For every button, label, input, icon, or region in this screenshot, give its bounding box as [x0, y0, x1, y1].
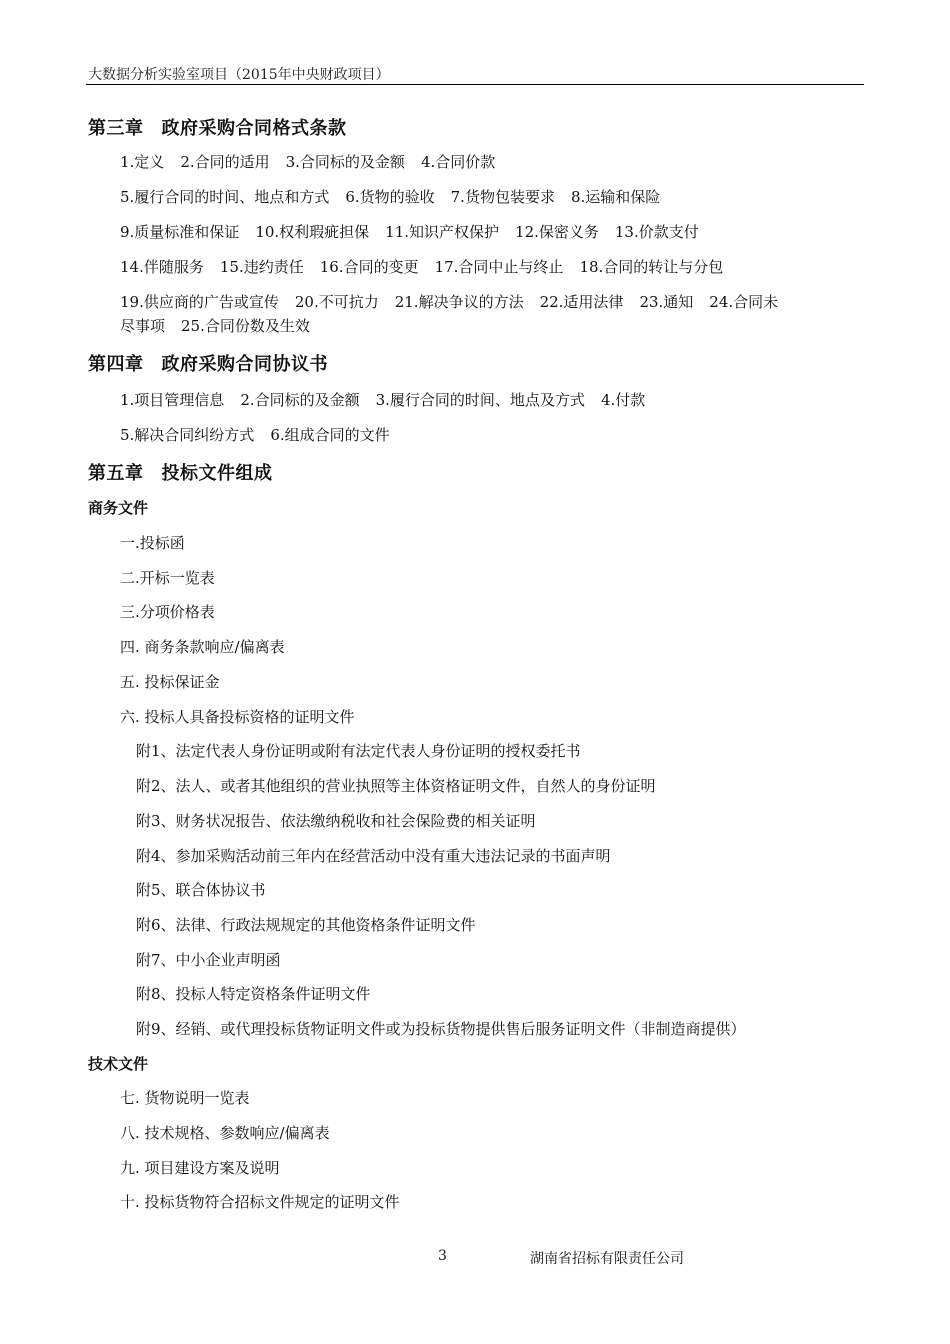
clause-row	[120, 151, 495, 172]
business-item: 二.开标一览表	[120, 569, 215, 587]
clause-item: 尽事项	[120, 317, 166, 335]
running-header: 大数据分析实验室项目（2015年中央财政项目）	[88, 67, 390, 83]
clause-item: 21.解决争议的方法	[394, 293, 524, 311]
clause-row	[120, 389, 645, 410]
clause-item: 8.运输和保险	[570, 188, 661, 206]
footer-organization: 湖南省招标有限责任公司	[530, 1251, 684, 1267]
chapter-4-heading	[88, 350, 328, 376]
clause-item: 13.价款支付	[614, 223, 699, 241]
business-item: 一.投标函	[120, 534, 185, 552]
business-item: 三.分项价格表	[120, 603, 215, 621]
technical-item: 八. 技术规格、参数响应/偏离表	[120, 1124, 330, 1142]
clause-item: 19.供应商的广告或宣传	[120, 293, 279, 311]
technical-item: 七. 货物说明一览表	[120, 1089, 250, 1107]
clause-item: 25.合同份数及生效	[181, 317, 310, 335]
clause-item: 18.合同的转让与分包	[579, 258, 724, 276]
clause-item: 3.履行合同的时间、地点及方式	[375, 391, 585, 409]
clause-item: 1.项目管理信息	[120, 391, 225, 409]
clause-item: 20.不可抗力	[294, 293, 379, 311]
clause-row	[120, 315, 310, 336]
attachment-item: 附5、联合体协议书	[136, 881, 266, 899]
clause-item: 2.合同标的及金额	[240, 391, 360, 409]
technical-item: 十. 投标货物符合招标文件规定的证明文件	[120, 1193, 400, 1211]
clause-row	[120, 256, 723, 277]
chapter-number: 第三章	[88, 118, 144, 139]
clause-item: 23.通知	[639, 293, 694, 311]
clause-item: 7.货物包装要求	[450, 188, 555, 206]
attachment-item: 附1、法定代表人身份证明或附有法定代表人身份证明的授权委托书	[136, 742, 581, 760]
clause-item: 4.付款	[600, 391, 646, 409]
clause-item: 10.权利瑕疵担保	[255, 223, 370, 241]
chapter-title: 投标文件组成	[161, 463, 273, 484]
technical-docs-heading: 技术文件	[88, 1055, 149, 1073]
clause-row	[120, 186, 660, 207]
attachment-item: 附2、法人、或者其他组织的营业执照等主体资格证明文件，自然人的身份证明	[136, 777, 656, 795]
chapter-3-heading	[88, 114, 347, 140]
header-divider	[86, 84, 864, 85]
technical-item: 九. 项目建设方案及说明	[120, 1159, 280, 1177]
clause-item: 5.解决合同纠纷方式	[120, 426, 255, 444]
clause-item: 22.适用法律	[539, 293, 624, 311]
clause-item: 6.货物的验收	[345, 188, 435, 206]
attachment-item: 附7、中小企业声明函	[136, 951, 281, 969]
attachment-item: 附9、经销、或代理投标货物证明文件或为投标货物提供售后服务证明文件（非制造商提供）	[136, 1020, 746, 1038]
chapter-title: 政府采购合同协议书	[161, 354, 328, 375]
clause-item: 16.合同的变更	[319, 258, 419, 276]
clause-row	[120, 424, 390, 445]
chapter-5-heading	[88, 459, 273, 485]
clause-item: 5.履行合同的时间、地点和方式	[120, 188, 330, 206]
clause-item: 1.定义	[120, 153, 165, 171]
clause-item: 24.合同未	[709, 293, 779, 311]
clause-row	[120, 221, 699, 242]
chapter-number: 第四章	[88, 354, 144, 375]
clause-item: 11.知识产权保护	[385, 223, 500, 241]
clause-item: 9.质量标准和保证	[120, 223, 240, 241]
clause-item: 6.组成合同的文件	[270, 426, 390, 444]
clause-row	[120, 291, 778, 312]
clause-item: 17.合同中止与终止	[434, 258, 564, 276]
clause-item: 14.伴随服务	[120, 258, 204, 276]
attachment-item: 附4、参加采购活动前三年内在经营活动中没有重大违法记录的书面声明	[136, 847, 611, 865]
attachment-item: 附8、投标人特定资格条件证明文件	[136, 985, 371, 1003]
chapter-title: 政府采购合同格式条款	[161, 118, 347, 139]
clause-item: 2.合同的适用	[180, 153, 270, 171]
page-number: 3	[438, 1248, 447, 1264]
business-item: 六. 投标人具备投标资格的证明文件	[120, 708, 355, 726]
business-item: 四. 商务条款响应/偏离表	[120, 638, 285, 656]
clause-item: 4.合同价款	[420, 153, 496, 171]
chapter-number: 第五章	[88, 463, 144, 484]
attachment-item: 附3、财务状况报告、依法缴纳税收和社会保险费的相关证明	[136, 812, 536, 830]
attachment-item: 附6、法律、行政法规规定的其他资格条件证明文件	[136, 916, 476, 934]
business-item: 五. 投标保证金	[120, 673, 220, 691]
clause-item: 3.合同标的及金额	[285, 153, 405, 171]
business-docs-heading: 商务文件	[88, 499, 149, 517]
clause-item: 12.保密义务	[515, 223, 599, 241]
clause-item: 15.违约责任	[219, 258, 304, 276]
